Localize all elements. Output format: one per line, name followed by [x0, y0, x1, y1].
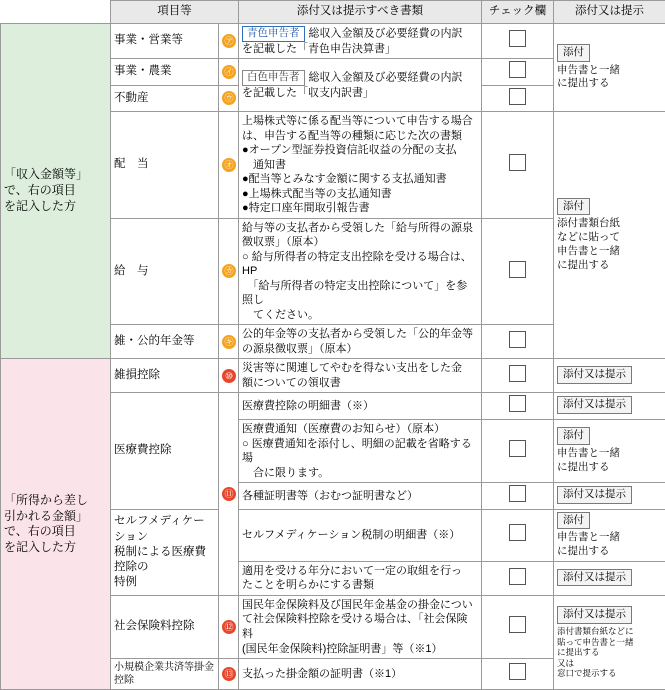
group-label-deduction-line2: 引かれる金額」: [4, 509, 107, 525]
doc-line: (国民年金保険料)控除証明書」等（※1）: [242, 642, 478, 657]
attach-note-line5: 窓口で提示する: [557, 668, 662, 679]
doc-text-line2: を記載した「青色申告決算書」: [242, 42, 478, 57]
doc-line: ●配当等とみなす金額に関する支払通知書: [242, 172, 478, 187]
attach-note-line1: 申告書と一緒: [557, 531, 662, 545]
attach-note-line2: に提出する: [557, 545, 662, 559]
attach-button[interactable]: 添付: [557, 44, 590, 62]
item-medical-expense: 医療費控除: [111, 393, 219, 509]
checkbox[interactable]: [509, 395, 526, 412]
attach-note-line2: に提出する: [557, 77, 662, 91]
header-check: チェック欄: [482, 1, 554, 24]
group-label-deduction-line1: 「所得から差し: [4, 493, 107, 509]
mark-12: ⑫: [219, 595, 239, 658]
checkbox[interactable]: [509, 88, 526, 105]
checkbox[interactable]: [509, 61, 526, 78]
item-small-enterprise: 小規模企業共済等掛金控除: [111, 659, 219, 690]
header-item: 項目等: [111, 1, 239, 24]
doc-line: 「給与所得者の特定支出控除について」を参照し: [242, 279, 478, 308]
item-self-medication-line2: 税制による医療費控除の: [114, 545, 215, 575]
checkbox[interactable]: [509, 524, 526, 541]
attach-cell-social-insurance: [554, 595, 665, 689]
doc-line: ●特定口座年間取引報告書: [242, 201, 478, 216]
attach-cell-medical-notice: [554, 419, 665, 482]
checkbox[interactable]: [509, 365, 526, 382]
check-cell[interactable]: [482, 112, 554, 219]
attach-button[interactable]: 添付: [557, 427, 590, 445]
doc-line: 合に限ります。: [242, 466, 478, 481]
attach-note-line1: 申告書と一緒: [557, 447, 662, 461]
mark-o: ㋔: [219, 112, 239, 219]
doc-white-return: [239, 59, 482, 112]
doc-line: ●オープン型証券投資信託収益の分配の支払: [242, 143, 478, 158]
attach-note-line4: 又は: [557, 658, 662, 669]
mark-10: ⑩: [219, 359, 239, 393]
mark-u: ㋒: [219, 85, 239, 112]
mark-11: ⑪: [219, 393, 239, 595]
check-cell[interactable]: [482, 218, 554, 325]
doc-line: ●上場株式配当等の支払通知書: [242, 187, 478, 202]
item-business-sales: 事業・営業等: [111, 24, 219, 59]
group-label-income-line1: 「収入金額等」: [4, 167, 107, 183]
attach-cell-casualty: [554, 359, 665, 393]
checkbox[interactable]: [509, 331, 526, 348]
item-social-insurance: 社会保険料控除: [111, 595, 219, 658]
checkbox[interactable]: [509, 261, 526, 278]
tag-white-filer: 白色申告者: [242, 70, 305, 86]
check-cell[interactable]: [482, 59, 554, 86]
doc-line: 支払った掛金額の証明書（※1）: [242, 667, 478, 682]
check-cell[interactable]: [482, 595, 554, 658]
doc-line: たことを明らかにする書類: [242, 578, 478, 593]
mark-a: ㋐: [219, 24, 239, 59]
doc-line: 上場株式等に係る配当等について申告する場合: [242, 114, 478, 129]
attach-button[interactable]: 添付又は提示: [557, 396, 632, 414]
doc-social-insurance: [239, 595, 482, 658]
doc-medical-detail: [239, 393, 482, 420]
doc-self-medication-effort: [239, 561, 482, 595]
attach-note-line1: 申告書と一緒: [557, 64, 662, 78]
doc-line: 医療費通知（医療費のお知らせ）（原本）: [242, 422, 478, 437]
doc-text-line1: 総収入金額及び必要経費の内訳: [309, 72, 463, 84]
table-header-row: [1, 1, 665, 24]
item-self-medication-line1: セルフメディケーション: [114, 514, 215, 544]
doc-line: 災害等に関連してやむを得ない支出をした金: [242, 361, 478, 376]
group-label-deduction-line4: を記入した方: [4, 540, 107, 556]
item-casualty-loss: 雑損控除: [111, 359, 219, 393]
doc-line: 適用を受ける年分において一定の取組を行っ: [242, 564, 478, 579]
checkbox[interactable]: [509, 154, 526, 171]
item-dividend: 配 当: [111, 112, 219, 219]
header-documents: 添付又は提示すべき書類: [239, 1, 482, 24]
doc-text-line1: 総収入金額及び必要経費の内訳: [309, 28, 463, 40]
doc-line: 公的年金等の支払者から受領した「公的年金等: [242, 327, 478, 342]
doc-pension: [239, 325, 482, 359]
doc-line: 徴収票」（原本）: [242, 235, 478, 250]
attach-note-line2: などに貼って: [557, 231, 662, 245]
mark-ki: ㋖: [219, 325, 239, 359]
group-label-deduction-line3: で、右の項目: [4, 524, 107, 540]
header-attach: 添付又は提示: [554, 1, 665, 24]
check-cell[interactable]: [482, 325, 554, 359]
header-blank-cell: [1, 1, 111, 24]
attach-note-line3: に提出する: [557, 647, 662, 658]
attach-button[interactable]: 添付又は提示: [557, 569, 632, 587]
attach-button[interactable]: 添付又は提示: [557, 366, 632, 384]
mark-13: ⑬: [219, 659, 239, 690]
check-cell[interactable]: [482, 483, 554, 510]
attach-cell-self-medication-effort: [554, 561, 665, 595]
attach-note-line1: 添付書類台紙などに: [557, 626, 662, 637]
doc-line: てください。: [242, 308, 478, 323]
attach-note-line3: 申告書と一緒: [557, 245, 662, 259]
item-salary: 給 与: [111, 218, 219, 325]
attach-cell-dividend: [554, 112, 665, 359]
item-self-medication-line3: 特例: [114, 575, 215, 590]
tag-blue-filer: 青色申告者: [242, 26, 305, 42]
attach-note-line4: に提出する: [557, 259, 662, 273]
check-cell[interactable]: [482, 659, 554, 690]
checkbox[interactable]: [509, 568, 526, 585]
group-label-deduction: [1, 359, 111, 690]
doc-dividend: [239, 112, 482, 219]
mark-ka: ㋕: [219, 218, 239, 325]
group-label-income-line2: で、右の項目: [4, 183, 107, 199]
doc-line: 国民年金保険料及び国民年金基金の掛金につい: [242, 598, 478, 613]
doc-salary: [239, 218, 482, 325]
doc-line: セルフメディケーション税制の明細書（※）: [242, 528, 478, 543]
check-cell[interactable]: [482, 85, 554, 112]
attach-note-line2: 貼って申告書と一緒: [557, 637, 662, 648]
checkbox[interactable]: [509, 616, 526, 633]
checkbox[interactable]: [509, 30, 526, 47]
attach-cell-medical-certificates: [554, 483, 665, 510]
doc-text-line2: を記載した「収支内訳書」: [242, 86, 478, 101]
doc-casualty-loss: [239, 359, 482, 393]
doc-medical-notice: [239, 419, 482, 482]
doc-line: は、申告する配当等の種類に応じた次の書類: [242, 129, 478, 144]
attach-note-line2: に提出する: [557, 461, 662, 475]
attach-button[interactable]: 添付: [557, 198, 590, 216]
checkbox[interactable]: [509, 440, 526, 457]
doc-blue-return: [239, 24, 482, 59]
item-real-estate: 不動産: [111, 85, 219, 112]
doc-line: 額についての領収書: [242, 376, 478, 391]
attach-cell-business: [554, 24, 665, 112]
attach-cell-medical-detail: [554, 393, 665, 420]
check-cell[interactable]: [482, 419, 554, 482]
checkbox[interactable]: [509, 485, 526, 502]
checkbox[interactable]: [509, 663, 526, 680]
doc-small-enterprise: [239, 659, 482, 690]
doc-line: 通知書: [242, 158, 478, 173]
doc-line: ○ 給与所得者の特定支出控除を受ける場合は、HP: [242, 250, 478, 279]
doc-medical-certificates: [239, 483, 482, 510]
item-self-medication: [111, 509, 219, 595]
check-cell[interactable]: [482, 359, 554, 393]
doc-line: 医療費控除の明細書（※）: [242, 399, 478, 414]
check-cell[interactable]: [482, 24, 554, 59]
item-business-agri: 事業・農業: [111, 59, 219, 86]
table-row: [1, 359, 665, 393]
attach-note-line1: 添付書類台紙: [557, 217, 662, 231]
check-cell[interactable]: [482, 393, 554, 420]
doc-line: 給与等の支払者から受領した「給与所得の源泉: [242, 221, 478, 236]
group-label-income-line3: を記入した方: [4, 199, 107, 215]
group-label-income: [1, 24, 111, 359]
doc-line: 各種証明書等（おむつ証明書など）: [242, 489, 478, 504]
attach-button[interactable]: 添付又は提示: [557, 486, 632, 504]
mark-i: ㋑: [219, 59, 239, 86]
check-cell[interactable]: [482, 561, 554, 595]
doc-line: ○ 医療費通知を添付し、明細の記載を省略する場: [242, 437, 478, 466]
attach-button[interactable]: 添付: [557, 512, 590, 530]
table-row: [1, 24, 665, 59]
item-pension: 雑・公的年金等: [111, 325, 219, 359]
doc-line: の源泉徴収票」（原本）: [242, 342, 478, 357]
doc-line: て社会保険料控除を受ける場合は、「社会保険料: [242, 612, 478, 641]
attach-button[interactable]: 添付又は提示: [557, 606, 632, 624]
